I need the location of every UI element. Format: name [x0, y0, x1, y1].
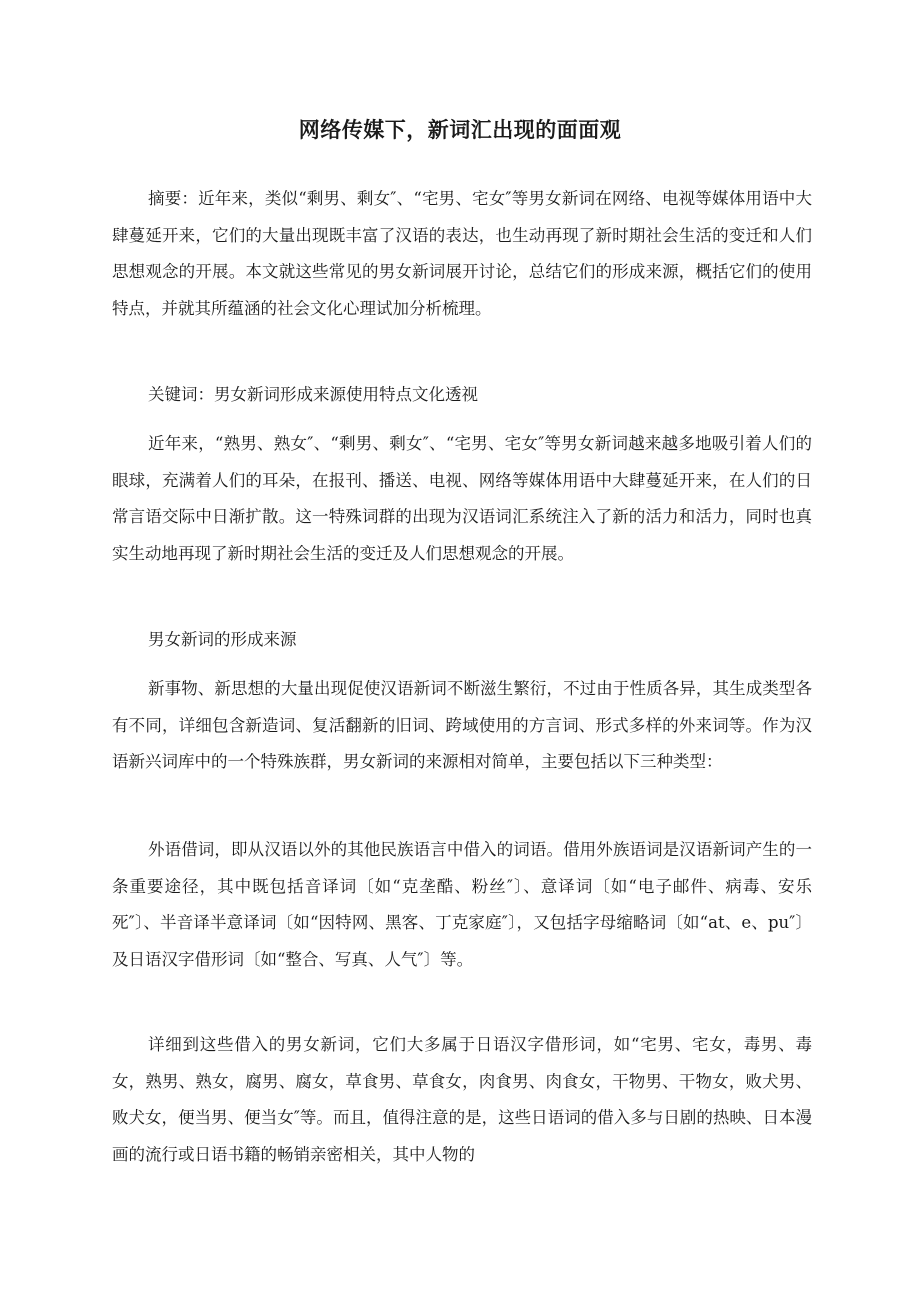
- abstract-paragraph: 摘要：近年来，类似“剩男、剩女″、“宅男、宅女″等男女新词在网络、电视等媒体用语中大肆蔓延开来，它们的大量出现既丰富了汉语的表达，也生动再现了新时期社会生活的变迁和人们思想观念的开展。本文就这些常见的男女新词展开讨论，总结它们的形成来源，概括它们的使用特点，并就其所蕴涵的社会文化心理试加分析梳理。: [112, 189, 812, 318]
- document-title: 网络传媒下，新词汇出现的面面观: [298, 117, 622, 142]
- intro-paragraph: 近年来，“熟男、熟女″、“剩男、剩女″、“宅男、宅女″等男女新词越来越多地吸引着人们的眼球，充满着人们的耳朵，在报刊、播送、电视、网络等媒体用语中大肆蔓延开来，在人们的日常言语交际中日渐扩散。这一特殊词群的出现为汉语词汇系统注入了新的活力和活力，同时也真实生动地再现了新时期社会生活的变迁及人们思想观念的开展。: [112, 434, 812, 563]
- body-paragraph: 外语借词，即从汉语以外的其他民族语言中借入的词语。借用外族语词是汉语新词产生的一条重要途径，其中既包括音译词〔如“克垄酷、粉丝″〕、意译词〔如“电子邮件、病毒、安乐死″〕、半音译半意译词〔如“因特网、黑客、丁克家庭″〕，又包括字母缩略词〔如“at、e、pu″〕及日语汉字借形词〔如“整合、写真、人气″〕等。: [112, 840, 812, 969]
- body-paragraph: 详细到这些借入的男女新词，它们大多属于日语汉字借形词，如“宅男、宅女，毒男、毒女，熟男、熟女，腐男、腐女，草食男、草食女，肉食男、肉食女，干物男、干物女，败犬男、败犬女，便当男、便当女″等。而且，值得注意的是，这些日语词的借入多与日剧的热映、日本漫画的流行或日语书籍的畅销亲密相关，其中人物的: [112, 1035, 812, 1164]
- keywords-paragraph: 关键词：男女新词形成来源使用特点文化透视: [148, 385, 478, 404]
- section-heading: 男女新词的形成来源: [148, 630, 297, 649]
- body-paragraph: 新事物、新思想的大量出现促使汉语新词不断滋生繁衍，不过由于性质各异，其生成类型各有不同，详细包含新造词、复活翻新的旧词、跨域使用的方言词、形式多样的外来词等。作为汉语新兴词库中的一个特殊族群，男女新词的来源相对简单，主要包括以下三种类型：: [112, 679, 812, 771]
